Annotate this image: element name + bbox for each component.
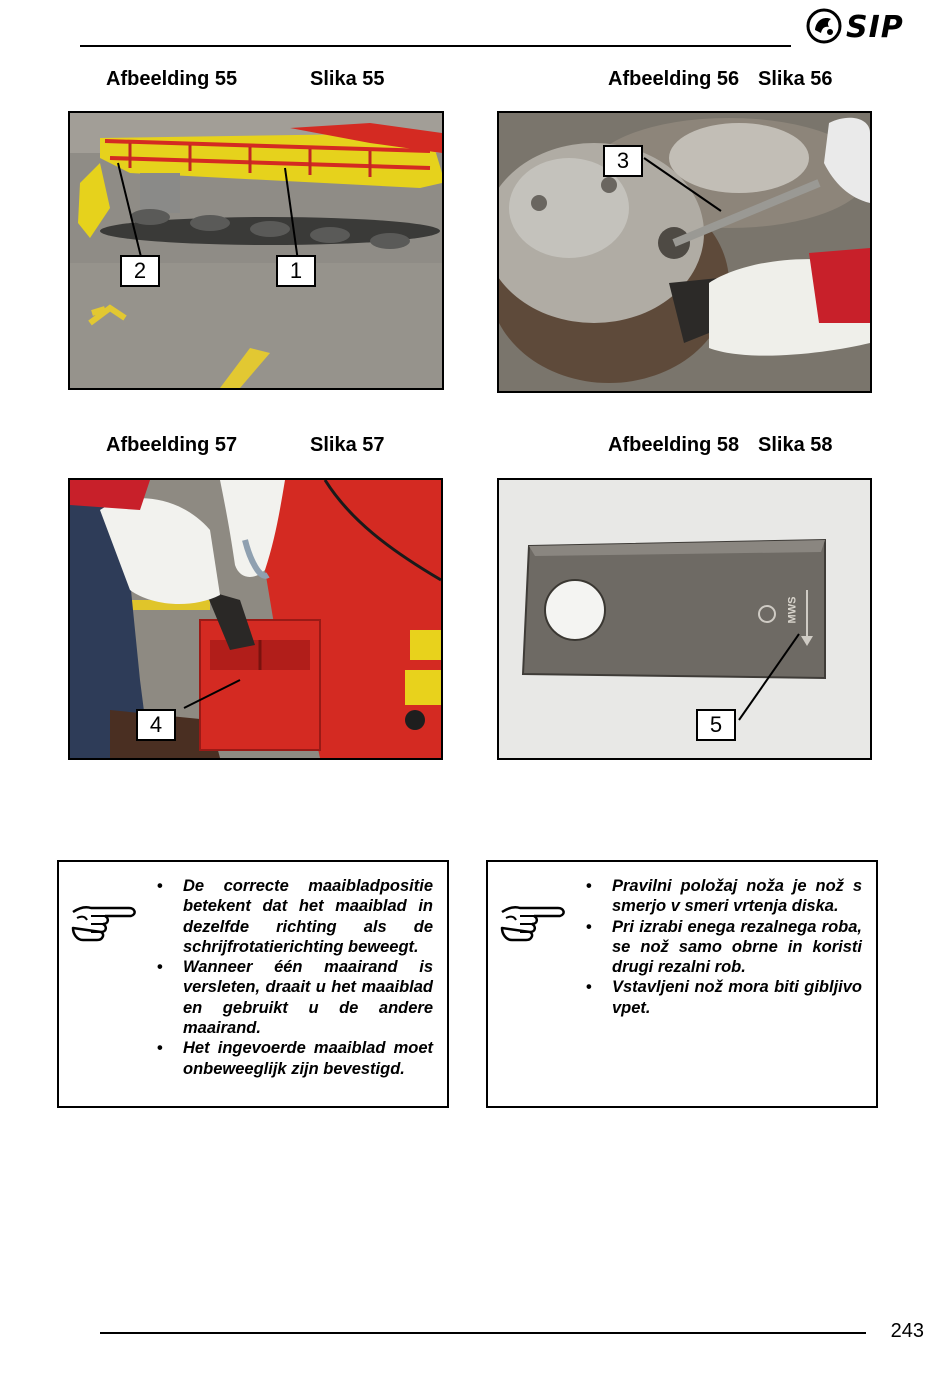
figure-56-photo (497, 111, 872, 393)
note-item: • Pri izrabi enega rezalnega roba, se nož samo obrne in koristi drugi rezalni rob. (586, 917, 862, 978)
callout-5: 5 (696, 709, 736, 741)
note-item: • Het ingevoerde maaiblad moet onbeweeglijk zijn bevestigd. (157, 1038, 433, 1079)
knife-storage-box-photo (70, 480, 441, 758)
callout-4: 4 (136, 709, 176, 741)
note-box-slovenian (486, 860, 878, 1108)
callout-1: 1 (276, 255, 316, 287)
figure-57-photo (68, 478, 443, 760)
figure-58-photo (497, 478, 872, 760)
sip-logo (806, 8, 910, 48)
figure-57-caption-sl: Slika 57 (310, 434, 385, 456)
callout-2: 2 (120, 255, 160, 287)
mower-knife-photo (499, 480, 870, 758)
pointing-hand-icon (498, 898, 574, 942)
note-list-dutch (157, 876, 433, 1079)
figure-57-caption-nl: Afbeelding 57 (106, 434, 238, 456)
figure-55-photo (68, 111, 444, 390)
figure-55-caption-sl: Slika 55 (310, 68, 385, 90)
note-item: • De correcte maaibladpositie betekent dat het maaiblad in dezelfde richting als de schrijfrotatierichting beweegt. (157, 876, 433, 957)
callout-3: 3 (603, 145, 643, 177)
sip-logo-mark-icon (806, 8, 842, 44)
brand-name: SIP (846, 10, 904, 45)
knife-marking: MWS (786, 596, 799, 624)
figure-58-caption-sl: Slika 58 (758, 434, 833, 456)
pointing-hand-icon (69, 898, 145, 942)
note-list-slovenian (586, 876, 862, 1018)
figure-56-caption-nl: Afbeelding 56 (608, 68, 740, 90)
figure-56-caption-sl: Slika 56 (758, 68, 833, 90)
figure-58-caption-nl: Afbeelding 58 (608, 434, 740, 456)
note-item: • Vstavljeni nož mora biti gibljivo vpet. (586, 977, 862, 1018)
mower-guard-photo (70, 113, 442, 388)
note-item: • Pravilni položaj noža je nož s smerjo v smeri vrtenja diska. (586, 876, 862, 917)
note-item: • Wanneer één maairand is versleten, draait u het maaiblad en gebruikt u de andere maairand. (157, 957, 433, 1038)
wrench-disc-photo (499, 113, 870, 391)
page-number: 243 (890, 1320, 924, 1342)
note-box-dutch (57, 860, 449, 1108)
header-rule (80, 45, 791, 47)
figure-55-caption-nl: Afbeelding 55 (106, 68, 238, 90)
footer-rule (100, 1332, 866, 1334)
